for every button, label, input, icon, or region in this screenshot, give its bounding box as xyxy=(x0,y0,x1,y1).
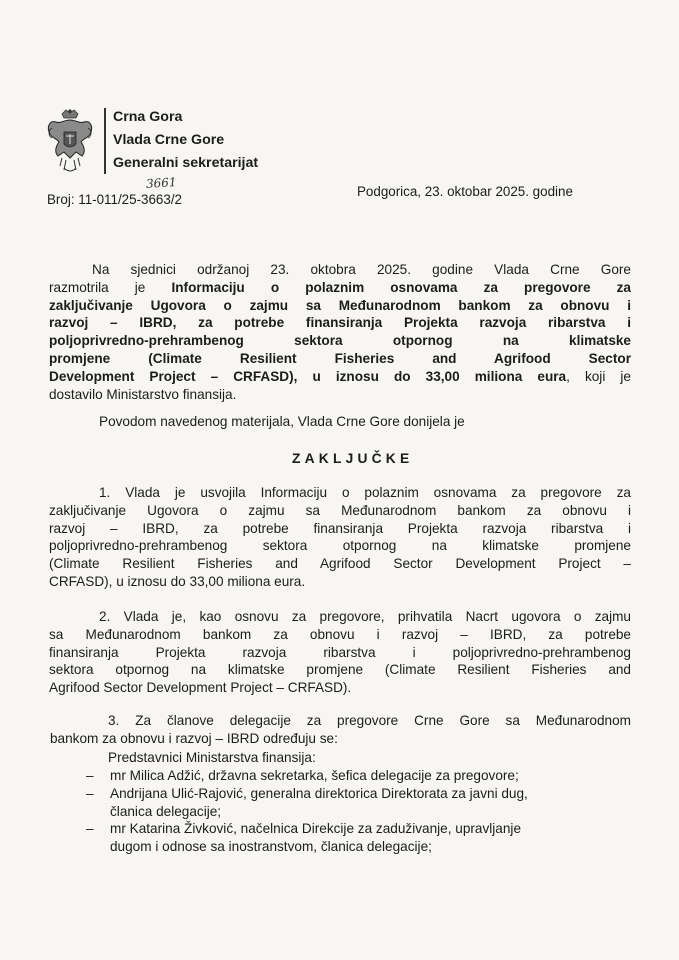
intro-line: poljoprivredno-prehrambenog sektora otpornog na klimatske xyxy=(49,333,631,349)
intro-text: , koji je xyxy=(566,368,631,384)
conclusion-line: 1. Vlada je usvojila Informaciju o polaznim osnovama za pregovore za xyxy=(99,485,631,500)
list-item xyxy=(82,767,634,785)
government-name: Vlada Crne Gore xyxy=(113,132,225,148)
intro-bold: Informaciju o polaznim osnovama za pregovore za xyxy=(171,279,631,295)
intro-line: razvoj – IBRD, za potrebe finansiranja Projekta razvoja ribarstva i xyxy=(49,315,631,331)
conclusion-2 xyxy=(49,608,631,697)
intro-line xyxy=(49,368,631,386)
delegation-list xyxy=(82,767,634,856)
intro-line: zaključivanje Ugovora o zajmu sa Međunarodnom bankom za obnovu i xyxy=(49,297,631,313)
document-date: Podgorica, 23. oktobar 2025. godine xyxy=(357,184,573,199)
conclusion-line: zaključivanje Ugovora o zajmu sa Međunarodnom bankom za obnovu i xyxy=(49,502,631,518)
conclusion-line: (Climate Resilient Fisheries and Agrifood Sector Development Project – xyxy=(49,556,631,572)
institution-block xyxy=(113,106,258,175)
conclusion-line: sektora otpornog na klimatske promjene (Climate Resilient Fisheries and xyxy=(49,662,631,678)
conclusion-line: finansiranja Projekta razvoja ribarstva i poljoprivredno-prehrambenog xyxy=(49,644,631,660)
conclusion-line: poljoprivredno-prehrambenog sektora otpornog na klimatske promjene xyxy=(49,538,631,554)
intro-second-line: Povodom navedenog materijala, Vlada Crne Gore donijela je xyxy=(99,414,465,429)
intro-paragraph xyxy=(49,261,631,403)
intro-line: Na sjednici održanoj 23. oktobra 2025. godine Vlada Crne Gore xyxy=(92,262,631,277)
header-divider xyxy=(104,108,106,174)
conclusion-line: razvoj – IBRD, za potrebe finansiranja Projekta razvoja ribarstva i xyxy=(49,520,631,536)
conclusion-line: 3. Za članove delegacije za pregovore Crne Gore sa Međunarodnom xyxy=(108,713,631,728)
secretariat-name: Generalni sekretarijat xyxy=(113,155,259,171)
conclusion-line: bankom za obnovu i razvoj – IBRD određuju se: xyxy=(50,730,338,746)
list-item xyxy=(82,785,634,821)
reference-number: Broj: 11-011/25-3663/2 xyxy=(47,192,182,207)
member-text: članica delegacije; xyxy=(110,803,222,819)
representatives-label: Predstavnici Ministarstva finansija: xyxy=(108,750,316,765)
conclusion-line: Agrifood Sector Development Project – CRFASD). xyxy=(49,680,352,696)
member-text: dugom i odnose sa inostranstvom, članica delegacije; xyxy=(110,839,432,855)
member-text: mr Katarina Živković, načelnica Direkcije za zaduživanje, upravljanje xyxy=(110,821,522,837)
handwritten-number: 3661 xyxy=(145,174,177,192)
member-text: Andrijana Ulić-Rajović, generalna direktorica Direktorata za javni dug, xyxy=(110,785,528,801)
coat-of-arms-icon xyxy=(44,108,96,178)
intro-line: dostavilo Ministarstvo finansija. xyxy=(49,386,237,402)
conclusion-1 xyxy=(49,484,631,591)
conclusion-line: 2. Vlada je, kao osnovu za pregovore, prihvatila Nacrt ugovora o zajmu xyxy=(99,609,631,624)
dash-bullet: – xyxy=(86,821,94,837)
conclusion-line: sa Međunarodnom bankom za obnovu i razvoj – IBRD, za potrebe xyxy=(49,626,631,642)
conclusion-line: CRFASD), u iznosu do 33,00 miliona eura. xyxy=(49,573,306,589)
intro-bold: Development Project – CRFASD), u iznosu do 33,00 miliona eura xyxy=(49,368,567,384)
intro-line: promjene (Climate Resilient Fisheries and Agrifood Sector xyxy=(49,350,631,366)
dash-bullet: – xyxy=(86,785,94,801)
conclusion-3 xyxy=(49,712,631,748)
list-item xyxy=(82,820,634,856)
member-text: mr Milica Adžić, državna sekretarka, šefica delegacije za pregovore; xyxy=(110,768,519,783)
country-name: Crna Gora xyxy=(113,109,183,125)
section-heading: ZAKLJUČKE xyxy=(292,451,414,466)
dash-bullet: – xyxy=(86,768,94,783)
intro-line xyxy=(49,279,631,297)
intro-text: razmotrila je xyxy=(49,279,172,295)
